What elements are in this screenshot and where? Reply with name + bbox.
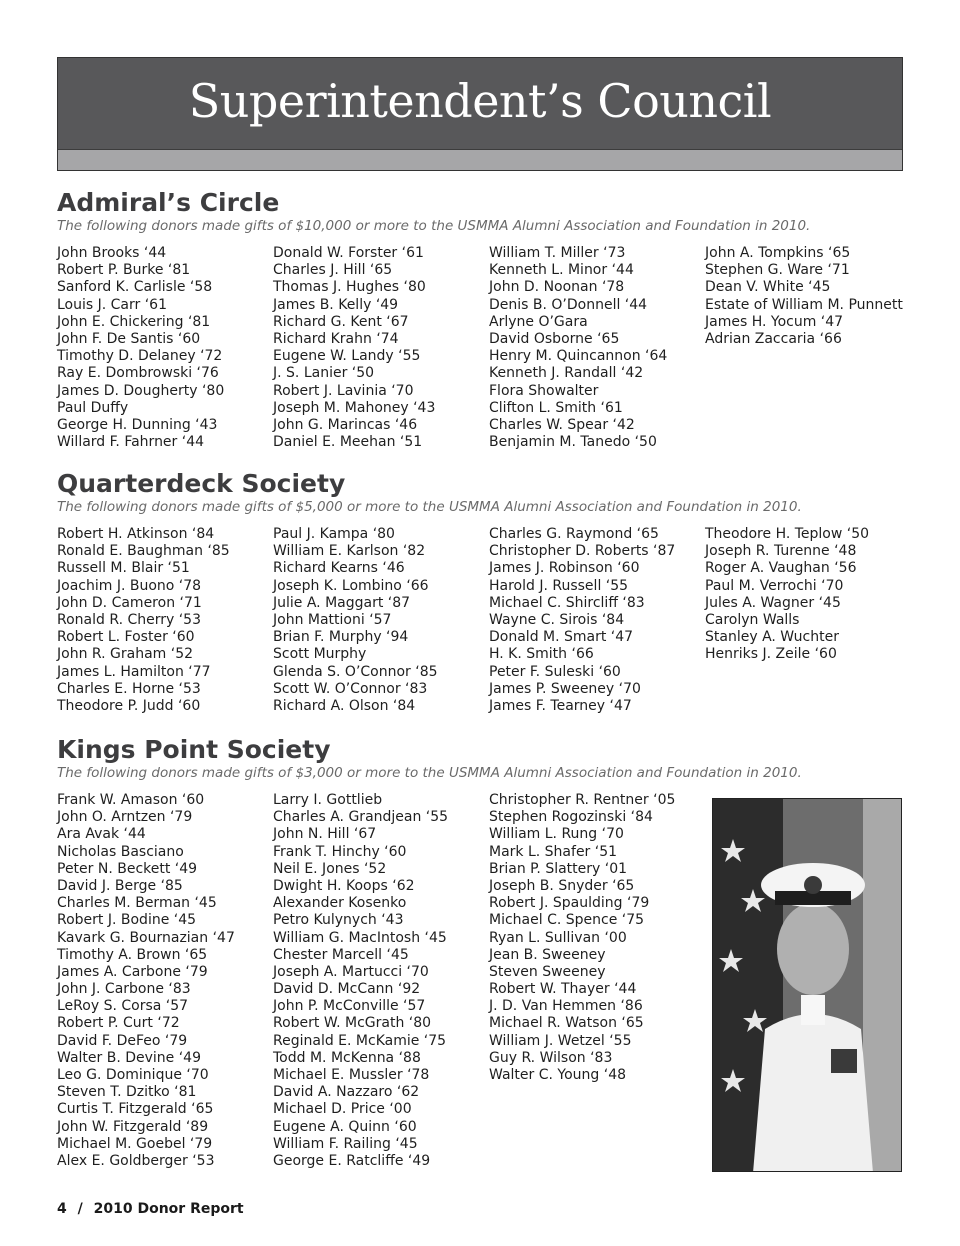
donor-name: William T. Miller ‘73	[489, 245, 626, 261]
donor-name: William G. MacIntosh ‘45	[273, 929, 447, 946]
report-title: 2010 Donor Report	[93, 1201, 244, 1217]
donor-name: Robert J. Bodine ‘45	[57, 912, 197, 929]
donor-name: William E. Karlson ‘82	[273, 543, 426, 560]
donor-name: Richard G. Kent ‘67	[273, 313, 409, 330]
donor-name: Richard A. Olson ‘84	[273, 697, 416, 714]
donor-name: Dean V. White ‘45	[705, 279, 831, 296]
donor-name: Steven Sweeney	[489, 963, 606, 980]
donor-name: Robert W. McGrath ‘80	[273, 1015, 432, 1032]
donor-name: Ray E. Dombrowski ‘76	[57, 365, 219, 382]
cadet-photo-illustration	[713, 799, 902, 1172]
donor-name: J. D. Van Hemmen ‘86	[489, 998, 643, 1015]
page-banner	[57, 57, 903, 171]
donor-name: Ronald E. Baughman ‘85	[57, 543, 230, 560]
donor-name: John R. Graham ‘52	[57, 646, 194, 663]
donor-name: William F. Railing ‘45	[273, 1135, 418, 1152]
donor-name: Jean B. Sweeney	[489, 946, 606, 963]
donor-name: James A. Carbone ‘79	[57, 963, 208, 980]
cadet-photo	[712, 798, 902, 1172]
donor-name: Donald W. Forster ‘61	[273, 245, 424, 261]
donor-name: Guy R. Wilson ‘83	[489, 1049, 613, 1066]
donor-name: Benjamin M. Tanedo ‘50	[489, 434, 657, 451]
donor-name: John D. Noonan ‘78	[489, 279, 625, 296]
donor-name: Todd M. McKenna ‘88	[273, 1049, 421, 1066]
donor-name: Alex E. Goldberger ‘53	[57, 1152, 215, 1169]
donor-name: Chester Marcell ‘45	[273, 946, 409, 963]
donor-name: Christopher R. Rentner ‘05	[489, 792, 676, 808]
donor-name: James J. Robinson ‘60	[489, 560, 640, 577]
donor-name: Kenneth L. Minor ‘44	[489, 262, 634, 279]
donor-name: Peter F. Suleski ‘60	[489, 663, 621, 680]
page-footer	[57, 1201, 244, 1217]
donor-name: Kavark G. Bournazian ‘47	[57, 929, 235, 946]
donor-name: Richard Krahn ‘74	[273, 330, 399, 347]
donor-name: John G. Marincas ‘46	[273, 416, 418, 433]
donor-name: David F. DeFeo ‘79	[57, 1032, 188, 1049]
donor-name: Sanford K. Carlisle ‘58	[57, 279, 213, 296]
donor-name: Henriks J. Zeile ‘60	[705, 646, 837, 663]
footer-separator: /	[77, 1201, 83, 1217]
donor-name: Charles M. Berman ‘45	[57, 895, 217, 912]
donor-name: Brian P. Slattery ‘01	[489, 860, 628, 877]
donor-name: David J. Berge ‘85	[57, 877, 183, 894]
donor-name: Stanley A. Wuchter	[705, 629, 839, 646]
donor-name: Curtis T. Fitzgerald ‘65	[57, 1101, 214, 1118]
donor-name: Scott Murphy	[273, 646, 367, 663]
donor-column	[57, 526, 230, 715]
donor-name: Roger A. Vaughan ‘56	[705, 560, 857, 577]
donor-name: James D. Dougherty ‘80	[57, 382, 225, 399]
section-description: The following donors made gifts of $10,000 or more to the USMMA Alumni Association and Foundation in 2010.	[57, 218, 811, 234]
donor-name: Frank T. Hinchy ‘60	[273, 843, 407, 860]
section-description: The following donors made gifts of $5,000 or more to the USMMA Alumni Association and Foundation in 2010.	[57, 499, 802, 515]
donor-name: Larry I. Gottlieb	[273, 792, 383, 808]
donor-name: Denis B. O’Donnell ‘44	[489, 296, 648, 313]
donor-name: Walter B. Devine ‘49	[57, 1049, 201, 1066]
donor-name: John F. De Santis ‘60	[57, 330, 201, 347]
donor-name: John O. Arntzen ‘79	[57, 809, 193, 826]
donor-name: Paul M. Verrochi ‘70	[705, 577, 844, 594]
donor-name: James B. Kelly ‘49	[273, 296, 399, 313]
donor-name: Donald M. Smart ‘47	[489, 629, 634, 646]
donor-name: David D. McCann ‘92	[273, 981, 421, 998]
donor-name: Glenda S. O’Connor ‘85	[273, 663, 438, 680]
donor-name: John W. Fitzgerald ‘89	[57, 1118, 209, 1135]
donor-name: Richard Kearns ‘46	[273, 560, 405, 577]
donor-name: Joseph K. Lombino ‘66	[273, 577, 429, 594]
banner-strip	[58, 149, 902, 170]
donor-column	[57, 792, 235, 1170]
donor-name: Russell M. Blair ‘51	[57, 560, 190, 577]
donor-name: Robert H. Atkinson ‘84	[57, 526, 215, 542]
donor-name: Louis J. Carr ‘61	[57, 296, 167, 313]
donor-column	[705, 526, 869, 664]
donor-name: John E. Chickering ‘81	[57, 313, 211, 330]
donor-name: Eugene W. Landy ‘55	[273, 348, 421, 365]
donor-column	[273, 526, 438, 715]
donor-name: Michael C. Shircliff ‘83	[489, 594, 645, 611]
donor-name: John P. McConville ‘57	[273, 998, 426, 1015]
donor-name: Dwight H. Koops ‘62	[273, 877, 415, 894]
donor-name: David A. Nazzaro ‘62	[273, 1084, 420, 1101]
donor-name: Charles G. Raymond ‘65	[489, 526, 659, 542]
donor-name: Reginald E. McKamie ‘75	[273, 1032, 447, 1049]
donor-name: James F. Tearney ‘47	[489, 697, 632, 714]
donor-name: David Osborne ‘65	[489, 330, 620, 347]
donor-name: Peter N. Beckett ‘49	[57, 860, 198, 877]
donor-name: George E. Ratcliffe ‘49	[273, 1152, 431, 1169]
donor-name: J. S. Lanier ‘50	[273, 365, 375, 382]
donor-column	[489, 792, 675, 1084]
donor-name: Eugene A. Quinn ‘60	[273, 1118, 417, 1135]
donor-name: Henry M. Quincannon ‘64	[489, 348, 668, 365]
donor-name: Scott W. O’Connor ‘83	[273, 680, 428, 697]
donor-name: Steven T. Dzitko ‘81	[57, 1084, 197, 1101]
donor-name: Estate of William M. Punnett	[705, 296, 903, 313]
donor-name: Walter C. Young ‘48	[489, 1067, 627, 1083]
donor-name: Joseph R. Turenne ‘48	[705, 543, 857, 560]
section-description: The following donors made gifts of $3,000 or more to the USMMA Alumni Association and Foundation in 2010.	[57, 765, 802, 781]
section-heading: Quarterdeck Society	[57, 469, 346, 498]
donor-name: George H. Dunning ‘43	[57, 416, 218, 433]
donor-name: Stephen Rogozinski ‘84	[489, 809, 653, 826]
donor-name: Robert J. Lavinia ‘70	[273, 382, 414, 399]
donor-name: Charles E. Horne ‘53	[57, 680, 201, 697]
donor-name: Adrian Zaccaria ‘66	[705, 330, 842, 347]
donor-name: H. K. Smith ‘66	[489, 646, 594, 663]
admirals-circle-section	[57, 188, 903, 451]
donor-name: Michael E. Mussler ‘78	[273, 1067, 430, 1083]
donor-name: John J. Carbone ‘83	[57, 981, 191, 998]
donor-name: Harold J. Russell ‘55	[489, 577, 629, 594]
donor-name: Joseph B. Snyder ‘65	[489, 877, 635, 894]
donor-name: John Brooks ‘44	[57, 245, 167, 261]
donor-name: Mark L. Shafer ‘51	[489, 843, 618, 860]
donor-name: Brian F. Murphy ‘94	[273, 629, 409, 646]
donor-name: John Mattioni ‘57	[273, 611, 392, 628]
donor-name: Paul Duffy	[57, 399, 129, 416]
section-heading: Kings Point Society	[57, 735, 331, 764]
donor-name: Timothy D. Delaney ‘72	[57, 348, 223, 365]
donor-name: John D. Cameron ‘71	[57, 594, 202, 611]
donor-name: Clifton L. Smith ‘61	[489, 399, 623, 416]
donor-name: Timothy A. Brown ‘65	[57, 946, 208, 963]
donor-name: LeRoy S. Corsa ‘57	[57, 998, 189, 1015]
donor-name: Robert J. Spaulding ‘79	[489, 895, 650, 912]
kings-point-society-section	[57, 735, 903, 1169]
donor-name: Christopher D. Roberts ‘87	[489, 543, 676, 560]
donor-name: Neil E. Jones ‘52	[273, 860, 387, 877]
donor-name: Charles W. Spear ‘42	[489, 416, 635, 433]
donor-name: Wayne C. Sirois ‘84	[489, 611, 625, 628]
donor-name: Michael D. Price ‘00	[273, 1101, 412, 1118]
quarterdeck-society-section	[57, 469, 903, 714]
donor-name: John N. Hill ‘67	[273, 826, 377, 843]
donor-name: Kenneth J. Randall ‘42	[489, 365, 644, 382]
donor-name: James H. Yocum ‘47	[705, 313, 844, 330]
donor-column	[57, 245, 224, 451]
donor-name: James P. Sweeney ‘70	[489, 680, 641, 697]
donor-name: Julie A. Maggart ‘87	[273, 594, 411, 611]
donor-name: James L. Hamilton ‘77	[57, 663, 211, 680]
donor-name: Ryan L. Sullivan ‘00	[489, 929, 627, 946]
donor-name: Frank W. Amason ‘60	[57, 792, 205, 808]
page-number: 4	[57, 1201, 67, 1217]
donor-name: Theodore H. Teplow ‘50	[705, 526, 870, 542]
page-title: Superintendent’s Council	[188, 74, 772, 128]
donor-name: Robert W. Thayer ‘44	[489, 981, 637, 998]
donor-name: Paul J. Kampa ‘80	[273, 526, 395, 542]
donor-name: William L. Rung ‘70	[489, 826, 624, 843]
donor-name: Charles A. Grandjean ‘55	[273, 809, 449, 826]
donor-name: Michael R. Watson ‘65	[489, 1015, 644, 1032]
section-heading: Admiral’s Circle	[57, 188, 280, 217]
donor-column	[273, 245, 435, 451]
donor-column	[489, 526, 675, 715]
donor-name: Alexander Kosenko	[273, 895, 407, 912]
donor-name: Charles J. Hill ‘65	[273, 262, 393, 279]
donor-name: Carolyn Walls	[705, 611, 800, 628]
donor-name: Joseph A. Martucci ‘70	[273, 963, 429, 980]
donor-name: Robert P. Curt ‘72	[57, 1015, 180, 1032]
donor-name: Ara Avak ‘44	[57, 826, 146, 843]
donor-name: Petro Kulynych ‘43	[273, 912, 404, 929]
donor-column	[489, 245, 667, 451]
donor-name: Robert L. Foster ‘60	[57, 629, 195, 646]
donor-name: Joseph M. Mahoney ‘43	[273, 399, 436, 416]
donor-name: Theodore P. Judd ‘60	[57, 697, 201, 714]
donor-name: Jules A. Wagner ‘45	[705, 594, 841, 611]
donor-name: William J. Wetzel ‘55	[489, 1032, 632, 1049]
donor-column	[705, 245, 903, 348]
donor-name: Ronald R. Cherry ‘53	[57, 611, 201, 628]
donor-name: Arlyne O’Gara	[489, 313, 588, 330]
donor-name: Nicholas Basciano	[57, 843, 184, 860]
donor-name: Willard F. Fahrner ‘44	[57, 434, 205, 451]
donor-name: Thomas J. Hughes ‘80	[273, 279, 426, 296]
donor-name: Michael C. Spence ‘75	[489, 912, 645, 929]
donor-name: Michael M. Goebel ‘79	[57, 1135, 213, 1152]
donor-name: Daniel E. Meehan ‘51	[273, 434, 423, 451]
donor-name: Stephen G. Ware ‘71	[705, 262, 850, 279]
donor-name: Leo G. Dominique ‘70	[57, 1067, 209, 1083]
donor-name: Flora Showalter	[489, 382, 599, 399]
donor-name: Joachim J. Buono ‘78	[57, 577, 202, 594]
donor-name: Robert P. Burke ‘81	[57, 262, 191, 279]
donor-column	[273, 792, 448, 1170]
donor-name: John A. Tompkins ‘65	[705, 245, 851, 261]
